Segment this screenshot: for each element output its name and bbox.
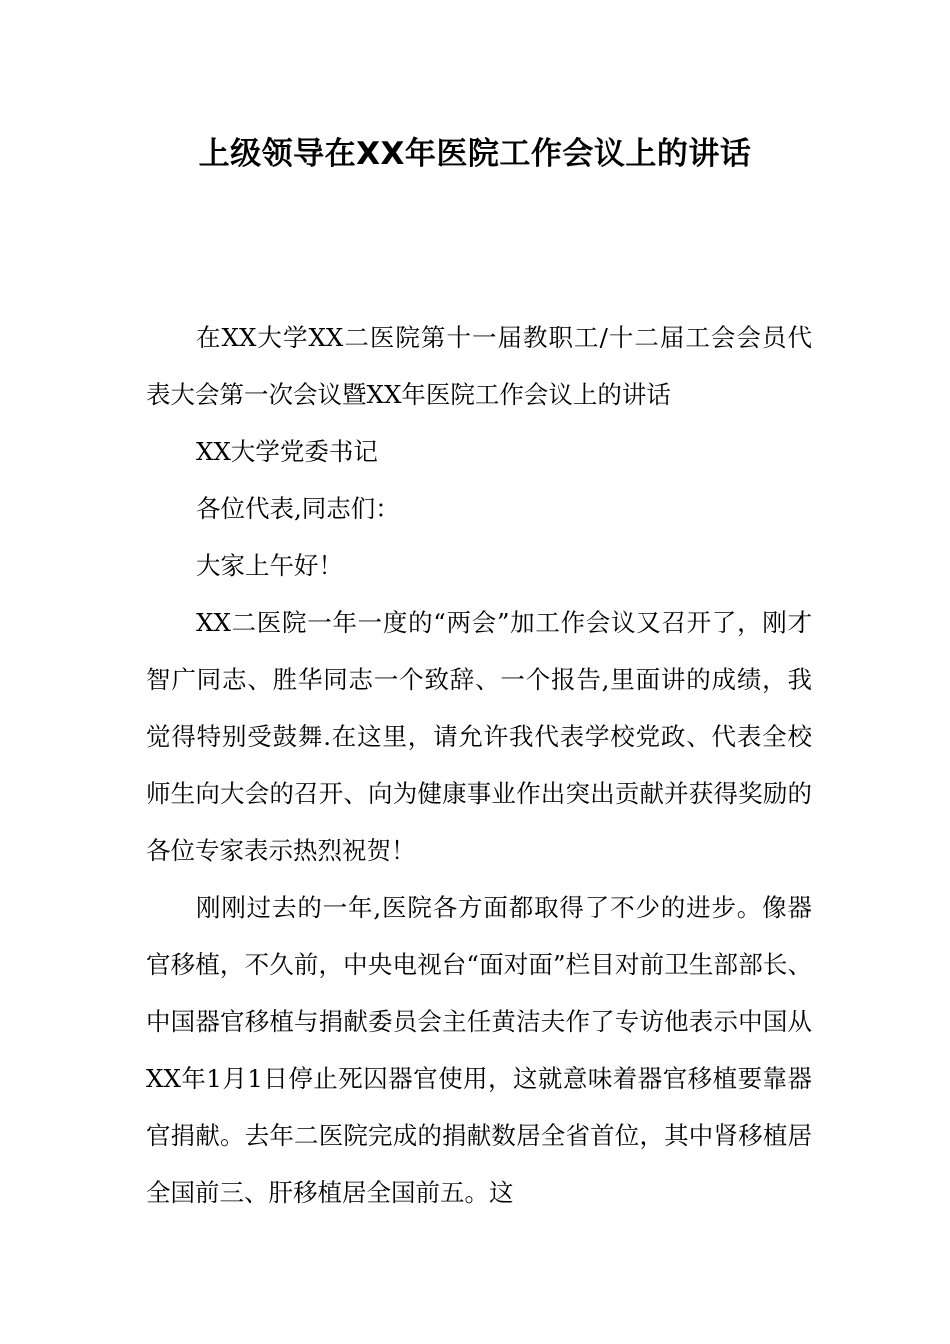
paragraph-salutation: 各位代表,同志们： bbox=[196, 494, 400, 523]
document-body bbox=[146, 309, 812, 1221]
paragraph-congratulations: XX二医院一年一度的“两会”加工作会议又召开了，刚才智广同志、胜华同志一个致辞、一个报告,里面讲的成绩，我觉得特别受鼓舞.在这里，请允许我代表学校党政、代表全校师生向大会的召开、向为健康事业作出突出贡献并获得奖励的各位专家表示热烈祝贺！ bbox=[146, 608, 812, 865]
paragraph-progress: 刚刚过去的一年,医院各方面都取得了不少的进步。像器官移植，不久前，中央电视台“面对面”栏目对前卫生部部长、中国器官移植与捐献委员会主任黄洁夫作了专访他表示中国从XX年1月1日停止死囚器官使用，这就意味着器官移植要靠器官捐献。去年二医院完成的捐献数居全省首位，其中肾移植居全国前三、肝移植居全国前五。这 bbox=[146, 893, 812, 1207]
paragraph-meeting-name: 在XX大学XX二医院第十一届教职工/十二届工会会员代表大会第一次会议暨XX年医院工作会议上的讲话 bbox=[146, 323, 812, 409]
paragraph-speaker: XX大学党委书记 bbox=[196, 437, 378, 466]
document-title: 上级领导在XX年医院工作会议上的讲话 bbox=[198, 136, 752, 172]
paragraph-greeting: 大家上午好！ bbox=[196, 551, 343, 580]
